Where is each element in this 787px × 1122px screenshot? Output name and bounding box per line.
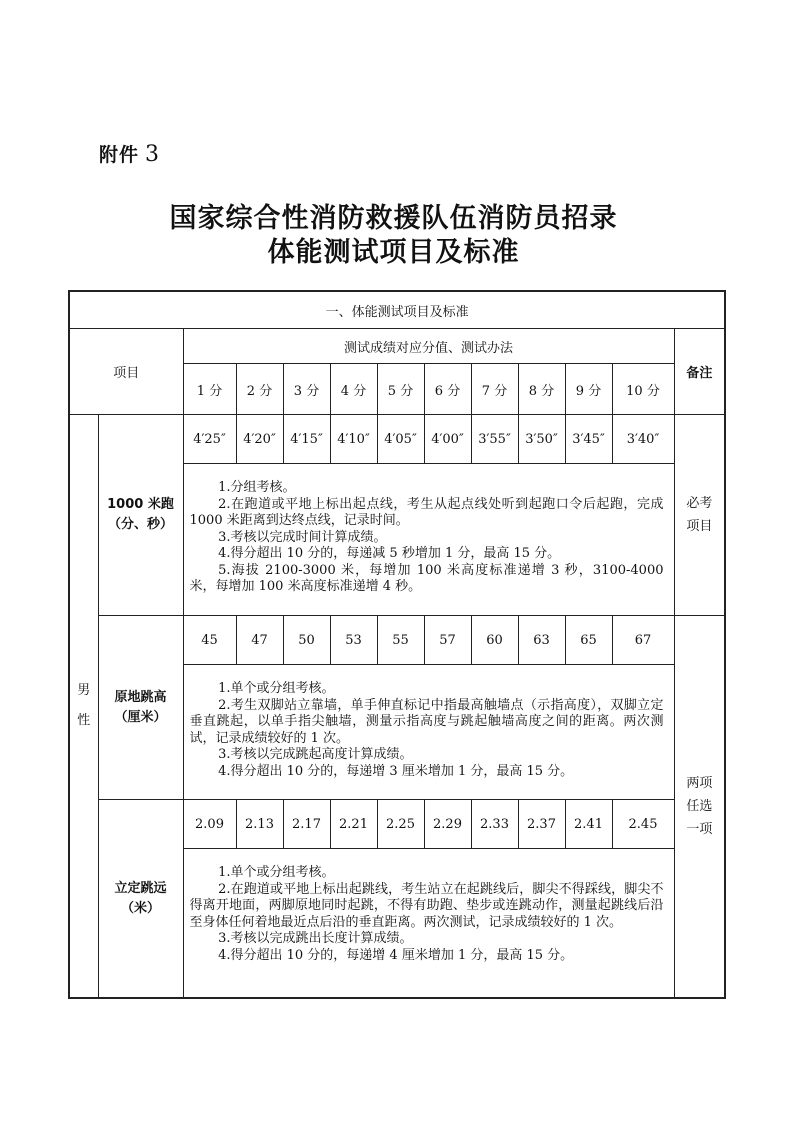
item-name-line1: 1000 米跑	[107, 497, 174, 512]
value-cell: 2.17	[283, 800, 330, 849]
value-cell: 4′20″	[236, 415, 283, 464]
attachment-number: 3	[145, 142, 161, 167]
item-name-line1: 立定跳远	[114, 880, 167, 896]
value-cell: 4′05″	[377, 415, 424, 464]
attachment-label	[99, 140, 160, 167]
note-optional	[674, 616, 725, 999]
method-description	[183, 665, 674, 800]
note-line: 必考	[686, 496, 713, 511]
value-cell: 2.33	[471, 800, 518, 849]
note-line: 一项	[686, 822, 713, 837]
score-header: 6 分	[424, 364, 471, 415]
value-cell: 4′25″	[183, 415, 236, 464]
value-cell: 2.09	[183, 800, 236, 849]
score-header: 8 分	[518, 364, 565, 415]
value-cell: 3′45″	[565, 415, 612, 464]
score-header: 5 分	[377, 364, 424, 415]
method-line: 1.单个或分组考核。	[218, 681, 335, 696]
score-header: 10 分	[612, 364, 674, 415]
gender-char-2: 性	[77, 713, 91, 728]
score-header: 1 分	[183, 364, 236, 415]
method-line: 3.考核以完成时间计算成绩。	[218, 529, 387, 545]
value-cell: 2.41	[565, 800, 612, 849]
value-cell: 45	[183, 616, 236, 665]
item-name-line1: 原地跳高	[114, 689, 167, 705]
note-required	[674, 415, 725, 616]
value-cell: 63	[518, 616, 565, 665]
method-line: 2.考生双脚站立靠墙，单手伸直标记中指最高触墙点（示指高度），双脚立定垂直跳起，以单手指尖触墙，测量示指高度与跳起触墙高度之间的距离。两次测试，记录成绩较好的 1 次。	[189, 697, 664, 746]
method-description	[183, 464, 674, 616]
value-cell: 2.45	[612, 800, 674, 849]
value-cell: 2.37	[518, 800, 565, 849]
value-cell: 4′15″	[283, 415, 330, 464]
value-cell: 47	[236, 616, 283, 665]
value-cell: 4′10″	[330, 415, 377, 464]
note-line: 项目	[686, 519, 713, 534]
method-line: 3.考核以完成跳出长度计算成绩。	[218, 931, 413, 946]
score-header: 7 分	[471, 364, 518, 415]
value-cell: 57	[424, 616, 471, 665]
value-cell: 3′55″	[471, 415, 518, 464]
value-cell: 67	[612, 616, 674, 665]
value-cell: 2.13	[236, 800, 283, 849]
method-line: 4.得分超出 10 分的，每递增 3 厘米增加 1 分，最高 15 分。	[218, 763, 574, 779]
header-note: 备注	[674, 329, 725, 415]
header-method: 测试成绩对应分值、测试办法	[183, 329, 674, 364]
method-description	[183, 849, 674, 999]
standards-table	[68, 290, 726, 999]
gender-char-1: 男	[77, 683, 91, 698]
value-cell: 60	[471, 616, 518, 665]
method-line: 1.单个或分组考核。	[218, 865, 335, 880]
item-name-line2: （米）	[120, 900, 160, 916]
header-item: 项目	[69, 329, 183, 415]
item-name-high-jump	[98, 616, 183, 800]
method-line: 4.得分超出 10 分的，每递增 4 厘米增加 1 分，最高 15 分。	[218, 947, 574, 963]
item-name-run	[98, 415, 183, 616]
section-title: 一、体能测试项目及标准	[69, 291, 725, 329]
method-line: 4.得分超出 10 分的，每递减 5 秒增加 1 分，最高 15 分。	[218, 546, 561, 561]
method-line: 1.分组考核。	[218, 480, 296, 495]
attachment-text: 附件	[99, 144, 140, 166]
method-line: 5.海拔 2100-3000 米，每增加 100 米高度标准递增 3 秒，3100-4000 米，每增加 100 米高度标准递增 4 秒。	[189, 562, 664, 594]
note-line: 任选	[686, 799, 713, 814]
score-header: 2 分	[236, 364, 283, 415]
method-line: 3.考核以完成跳起高度计算成绩。	[218, 747, 413, 762]
item-name-line2: （分、秒）	[107, 517, 173, 532]
value-cell: 2.21	[330, 800, 377, 849]
item-name-long-jump	[98, 800, 183, 999]
value-cell: 4′00″	[424, 415, 471, 464]
document-title-line2: 体能测试项目及标准	[267, 237, 520, 268]
document-title-line1: 国家综合性消防救援队伍消防员招录	[169, 203, 618, 234]
value-cell: 2.25	[377, 800, 424, 849]
value-cell: 3′50″	[518, 415, 565, 464]
value-cell: 55	[377, 616, 424, 665]
method-line: 2.在跑道或平地上标出起跳线，考生站立在起跳线后，脚尖不得踩线，脚尖不得离开地面，两脚原地同时起跳，不得有助跑、垫步或连跳动作，测量起跳线后沿至身体任何着地最近点后沿的垂直距离。两次测试，记录成绩较好的 1 次。	[189, 881, 664, 930]
value-cell: 3′40″	[612, 415, 674, 464]
item-name-line2: （厘米）	[114, 709, 167, 725]
note-line: 两项	[686, 776, 713, 791]
score-header: 9 分	[565, 364, 612, 415]
method-line: 2.在跑道或平地上标出起点线，考生从起点线处听到起跑口令后起跑，完成 1000 米距离到达终点线，记录时间。	[189, 496, 664, 528]
value-cell: 53	[330, 616, 377, 665]
score-header: 4 分	[330, 364, 377, 415]
value-cell: 2.29	[424, 800, 471, 849]
value-cell: 65	[565, 616, 612, 665]
value-cell: 50	[283, 616, 330, 665]
score-header: 3 分	[283, 364, 330, 415]
gender-cell	[69, 415, 98, 999]
